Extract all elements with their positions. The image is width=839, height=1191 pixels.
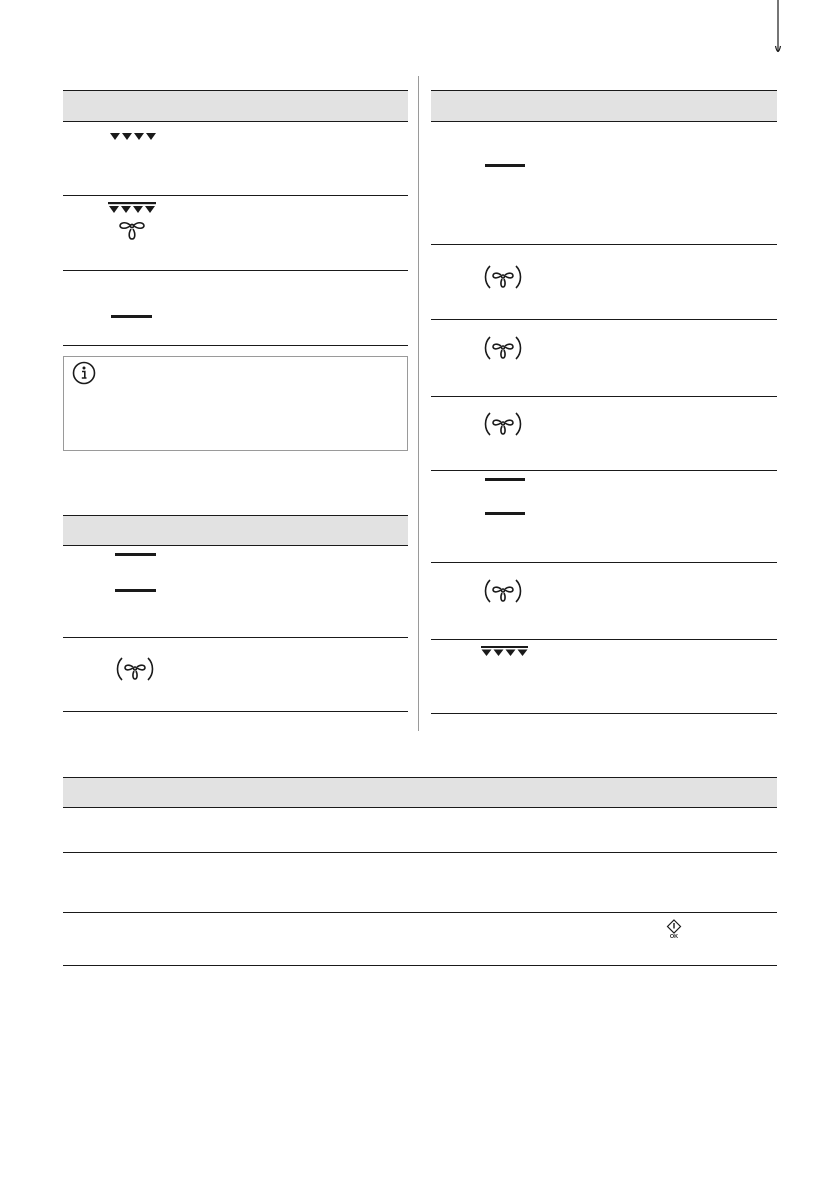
row-divider: [63, 965, 777, 966]
column-divider: [418, 76, 419, 731]
row-divider: [431, 470, 777, 471]
row-divider: [63, 270, 408, 271]
fan-icon: [485, 335, 521, 361]
heating-element-icon: [111, 315, 152, 318]
row-divider: [431, 713, 777, 714]
row-divider: [431, 244, 777, 245]
bottom-heat-icon: [110, 133, 156, 142]
fan-with-heat-icon: [108, 202, 156, 242]
heating-element-icon: [115, 553, 156, 556]
row-divider: [63, 711, 408, 712]
row-divider: [431, 639, 777, 640]
info-icon: [72, 361, 96, 385]
fan-icon: [485, 578, 521, 604]
row-divider: [431, 396, 777, 397]
fan-icon: [117, 656, 153, 682]
row-divider: [63, 852, 777, 853]
row-divider: [431, 319, 777, 320]
start-ok-label: OK: [669, 934, 679, 940]
heating-element-icon: [115, 589, 156, 592]
row-divider: [63, 345, 408, 346]
left-table-2-header: [63, 515, 408, 546]
heating-element-icon: [485, 512, 525, 515]
heating-element-icon: [485, 478, 525, 481]
row-divider: [431, 562, 777, 563]
right-table-header: [431, 90, 777, 122]
fan-icon: [485, 264, 521, 290]
left-table-1-header: [63, 90, 408, 122]
top-heat-icon: [481, 646, 528, 657]
row-divider: [63, 637, 408, 638]
row-divider: [63, 195, 408, 196]
info-note-box: [63, 356, 408, 451]
page-corner-mark: [775, 0, 781, 57]
bottom-table-header: [63, 777, 777, 808]
row-divider: [63, 912, 777, 913]
heating-element-icon: [485, 164, 525, 167]
fan-icon: [485, 411, 521, 437]
